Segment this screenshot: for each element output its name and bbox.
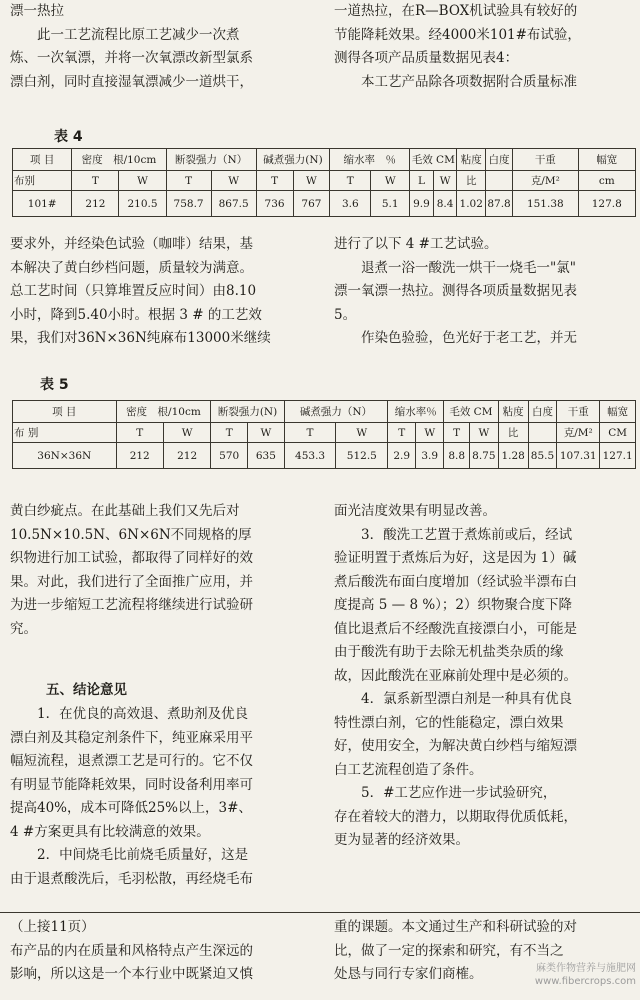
text-line: 进行了以下 4 #工艺试验。 xyxy=(334,236,498,252)
text-line: 5．#工艺应作进一步试验研究， xyxy=(334,785,557,801)
text-line: 值比退煮后不经酸洗直接漂白小，可能是 xyxy=(334,620,577,637)
conclusion-left-text xyxy=(10,703,316,891)
table-cell: 9.9 xyxy=(410,191,434,217)
table-subheader-cell xyxy=(486,171,513,191)
text-line: 织物进行加工试验，都取得了同样好的效 xyxy=(10,550,253,566)
table-subheader-cell: W xyxy=(119,171,166,191)
table-cell: 736 xyxy=(256,191,293,217)
text-line: 故，因此酸洗在亚麻前处理中是必须的。 xyxy=(334,667,577,684)
text-line: 由于退煮酸洗后，毛羽松散，再经烧毛布 xyxy=(10,870,253,887)
text-line: 幅短流程，退煮漂工艺是可行的。它不仅 xyxy=(10,753,253,769)
text-line: 由于酸洗有助于去除无机盐类杂质的缘 xyxy=(334,644,564,660)
text-line: 处恳与同行专家们商榷。 xyxy=(334,966,483,982)
table-subheader-cell: W xyxy=(336,423,388,443)
table-header-cell: 毛效 CM xyxy=(444,401,498,423)
table-cell: 1.02 xyxy=(457,191,486,217)
table-row-label: 36N×36N xyxy=(13,443,117,469)
text-line: 度提高 5 — 8 %）；2）织物聚合度下降 xyxy=(334,597,573,613)
table-subheader-cell: W xyxy=(163,423,210,443)
text-line: 影响，所以这是一个本行业中既紧迫又慎 xyxy=(10,966,253,982)
text-line: 炼、一次氧漂，并将一次氧漂改新型氯系 xyxy=(10,50,253,66)
section-heading: 五、结论意见 xyxy=(46,682,127,698)
mid-right-text xyxy=(334,233,634,351)
table-header-cell: 密度 根/10cm xyxy=(116,401,211,423)
text-line: 作染色验验，色光好于老工艺，并无 xyxy=(334,330,577,346)
table-subheader-cell: cm xyxy=(578,171,635,191)
text-line: 提高40%，成本可降低25%以上，3#、 xyxy=(10,800,252,816)
table-subheader-cell: T xyxy=(116,423,163,443)
table-cell: 758.7 xyxy=(166,191,211,217)
watermark-title: 麻类作物营养与施肥网 xyxy=(536,963,636,974)
text-line: 节能降耗效果。经4000米101#布试验， xyxy=(334,26,581,43)
table-5 xyxy=(12,400,636,469)
table-header-cell: 干重 xyxy=(513,149,579,171)
table-cell: 210.5 xyxy=(119,191,166,217)
text-line: 10.5N×10.5N、6N×6N不同规格的厚 xyxy=(10,526,252,543)
table-cell: 453.3 xyxy=(284,443,336,469)
table-subheader-cell: T xyxy=(72,171,119,191)
text-line: 退煮一浴一酸洗一烘干一烧毛一"氯" xyxy=(334,259,576,276)
text-line: 黄白纱疵点。在此基础上我们又先后对 xyxy=(10,503,240,519)
table-subheader-cell: 比 xyxy=(457,171,486,191)
table-cell: 212 xyxy=(163,443,210,469)
table-header-rowlabel: 布别 xyxy=(13,171,72,191)
text-line: 漂一氧漂一热拉。测得各项质量数据见表 xyxy=(334,283,577,299)
table-cell: 85.5 xyxy=(528,443,556,469)
text-line: 小时，降到5.40小时。根据 3 # 的工艺效 xyxy=(10,306,262,323)
table-cell: 8.8 xyxy=(444,443,470,469)
text-line: 总工艺时间（只算堆置反应时间）由8.10 xyxy=(10,283,257,299)
table-cell: 1.28 xyxy=(498,443,528,469)
table-subheader-cell: W xyxy=(293,171,330,191)
table-subheader-cell: W xyxy=(371,171,410,191)
text-line: 测得各项产品质量数据见表4： xyxy=(334,50,519,66)
table-cell: 767 xyxy=(293,191,330,217)
table-subheader-cell: CM xyxy=(600,423,636,443)
table-header-project: 项 目 xyxy=(13,149,72,171)
table-header-cell: 缩水率％ xyxy=(388,401,444,423)
text-line: 要求外，并经染色试验（咖啡）结果，基 xyxy=(10,236,253,252)
table-cell: 107.31 xyxy=(557,443,600,469)
table-cell: 8.75 xyxy=(470,443,498,469)
table-header-cell: 碱煮强力(N) xyxy=(256,149,330,171)
text-line: 煮后酸洗布面白度增加（经试验半漂布白 xyxy=(334,573,577,590)
text-line: 4．氯系新型漂白剂是一种具有优良 xyxy=(334,691,573,707)
text-line: 本工艺产品除各项数据附合质量标准 xyxy=(334,73,577,90)
table4-caption: 表 4 xyxy=(54,129,83,145)
text-line: 布产品的内在质量和风格特点产生深远的 xyxy=(10,942,253,959)
text-line: 面光洁度效果有明显改善。 xyxy=(334,503,496,519)
table-header-cell: 碱煮强力（N） xyxy=(284,401,388,423)
table-header-cell: 缩水率 ％ xyxy=(330,149,410,171)
text-line: 好，使用安全，为解决黄白纱档与缩短漂 xyxy=(334,738,577,754)
table-cell: 3.6 xyxy=(330,191,371,217)
table-header-cell: 毛效 CM xyxy=(410,149,457,171)
table-header-cell: 干重 xyxy=(557,401,600,423)
table-header-project: 项 目 xyxy=(13,401,117,423)
table-subheader-cell xyxy=(528,423,556,443)
table-subheader-cell: W xyxy=(248,423,285,443)
top-right-text xyxy=(334,0,634,94)
table-header-cell: 密度 根/10cm xyxy=(72,149,166,171)
text-line: 果，我们对36N×36N纯麻布13000米继续 xyxy=(10,330,271,346)
table-subheader-cell: W xyxy=(211,171,256,191)
table-subheader-cell: T xyxy=(330,171,371,191)
text-line: 比，做了一定的探索和研究，有不当之 xyxy=(334,942,564,959)
conclusion-right-text xyxy=(334,500,634,853)
table-subheader-cell: W xyxy=(433,171,457,191)
table5-caption: 表 5 xyxy=(40,377,69,393)
mid-left-text xyxy=(10,233,316,351)
table-header-cell: 白度 xyxy=(486,149,513,171)
table-subheader-cell: 克/M² xyxy=(513,171,579,191)
table-cell: 5.1 xyxy=(371,191,410,217)
table-header-cell: 幅宽 xyxy=(600,401,636,423)
table-cell: 3.9 xyxy=(416,443,444,469)
table-subheader-cell: T xyxy=(388,423,416,443)
text-line: 1．在优良的高效退、煮助剂及优良 xyxy=(10,706,249,722)
text-line: 此一工艺流程比原工艺减少一次煮 xyxy=(10,26,240,43)
text-line: 为进一步缩短工艺流程将继续进行试验研 xyxy=(10,597,253,613)
table-cell: 2.9 xyxy=(388,443,416,469)
watermark-url: www.fibercrops.com xyxy=(534,976,636,987)
watermark xyxy=(535,962,636,988)
table-subheader-cell: 比 xyxy=(498,423,528,443)
text-line: 2．中间烧毛比前烧毛质量好，这是 xyxy=(10,847,249,863)
table-subheader-cell: L xyxy=(410,171,434,191)
text-line: 有明显节能降耗效果，同时设备利用率可 xyxy=(10,776,253,793)
table-cell: 570 xyxy=(211,443,248,469)
table-row xyxy=(13,443,636,469)
table-cell: 127.1 xyxy=(600,443,636,469)
table-header-cell: 断裂强力（N） xyxy=(166,149,256,171)
table-4 xyxy=(12,148,636,217)
lower-left-text xyxy=(10,500,316,641)
table-cell: 635 xyxy=(248,443,285,469)
footer-divider xyxy=(0,912,640,913)
text-line: 漂一热拉 xyxy=(10,3,64,19)
table-subheader-cell: T xyxy=(256,171,293,191)
text-line: 果。对此，我们进行了全面推广应用，并 xyxy=(10,573,253,590)
table-header-cell: 粘度 xyxy=(498,401,528,423)
table-header-rowlabel: 布 别 xyxy=(13,423,117,443)
table-subheader-cell: 克/M² xyxy=(557,423,600,443)
text-line: （上接11页） xyxy=(10,919,95,935)
table-cell: 151.38 xyxy=(513,191,579,217)
text-line: 漂白剂，同时直接湿氧漂减少一道烘干， xyxy=(10,73,253,90)
text-line: 特性漂白剂，它的性能稳定，漂白效果 xyxy=(334,714,564,731)
text-line: 究。 xyxy=(10,620,37,637)
text-line: 白工艺流程创造了条件。 xyxy=(334,761,483,778)
table-row xyxy=(13,191,636,217)
table-cell: 212 xyxy=(72,191,119,217)
table-cell: 127.8 xyxy=(578,191,635,217)
table-cell: 512.5 xyxy=(336,443,388,469)
text-line: 重的课题。本文通过生产和科研试验的对 xyxy=(334,919,577,935)
table-cell: 212 xyxy=(116,443,163,469)
top-left-text xyxy=(10,0,316,94)
text-line: 一道热拉，在R—BOX机试验具有较好的 xyxy=(334,3,578,19)
text-line: 本解决了黄白纱档问题，质量较为满意。 xyxy=(10,259,253,276)
table-subheader-cell: T xyxy=(211,423,248,443)
table-cell: 867.5 xyxy=(211,191,256,217)
table-header-cell: 断裂强力(N) xyxy=(211,401,284,423)
text-line: 更为显著的经济效果。 xyxy=(334,832,469,848)
table-cell: 8.4 xyxy=(433,191,457,217)
table-cell: 87.8 xyxy=(486,191,513,217)
text-line: 存在着较大的潜力，以期取得优质低耗， xyxy=(334,808,577,825)
footer-left-text xyxy=(10,916,316,987)
text-line: 验证明置于煮炼后为好，这是因为 1）碱 xyxy=(334,550,577,566)
text-line: 3．酸洗工艺置于煮炼前或后，经试 xyxy=(334,526,573,543)
table-header-cell: 幅宽 xyxy=(578,149,635,171)
table-subheader-cell: W xyxy=(470,423,498,443)
table-header-cell: 粘度 xyxy=(457,149,486,171)
table-header-cell: 白度 xyxy=(528,401,556,423)
table-row-label: 101# xyxy=(13,191,72,217)
table-subheader-cell: T xyxy=(444,423,470,443)
text-line: 5。 xyxy=(334,306,357,323)
table-subheader-cell: T xyxy=(166,171,211,191)
table-subheader-cell: W xyxy=(416,423,444,443)
table-subheader-cell: T xyxy=(284,423,336,443)
text-line: 4 #方案更具有比较满意的效果。 xyxy=(10,823,210,840)
text-line: 漂白剂及其稳定剂条件下，纯亚麻采用平 xyxy=(10,729,253,746)
